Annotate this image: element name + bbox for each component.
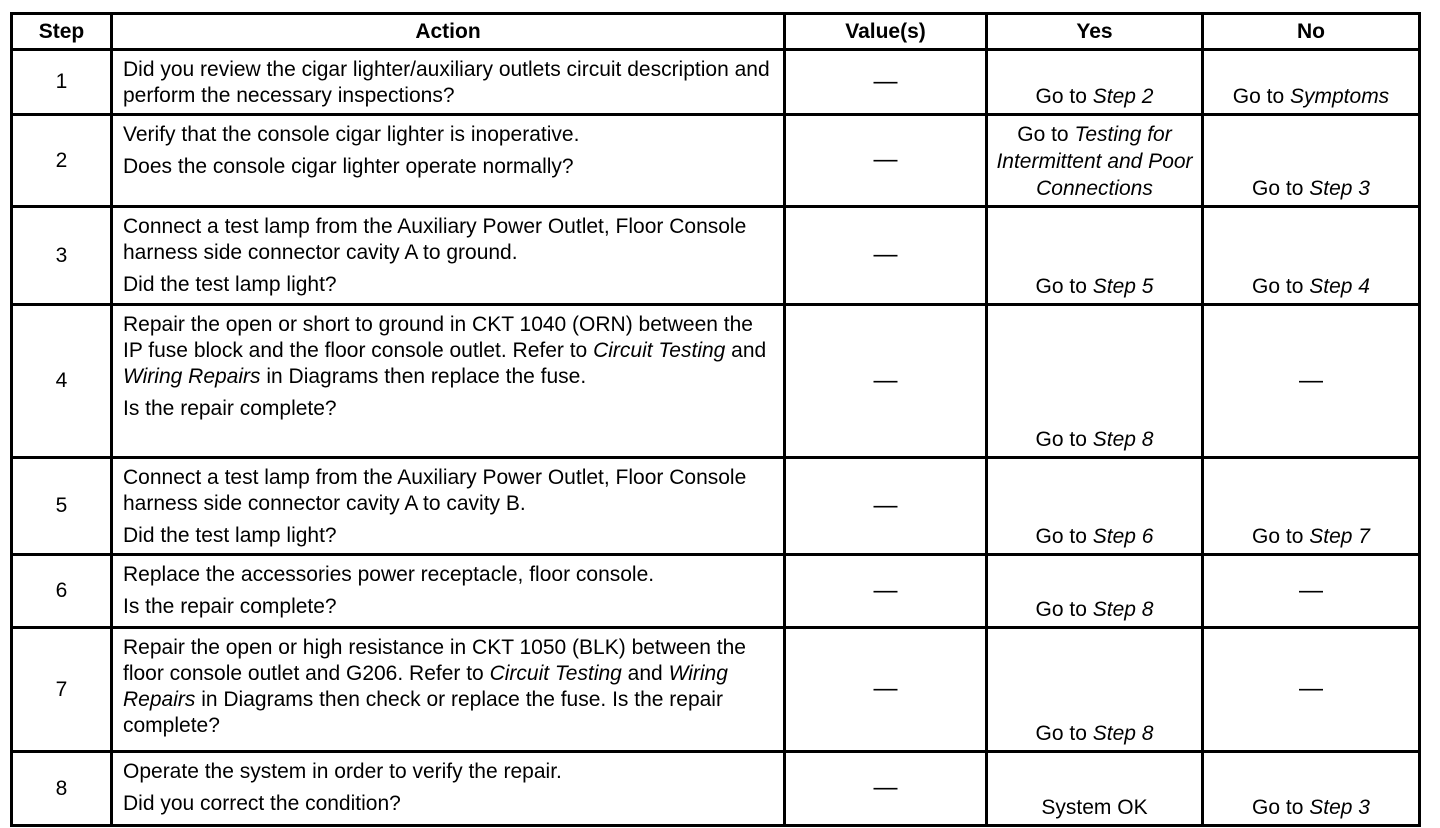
yes-prefix: Go to xyxy=(1035,722,1093,745)
header-row xyxy=(12,14,1420,50)
yes-cell xyxy=(987,115,1203,207)
no-cell xyxy=(1203,628,1420,752)
yes-cell xyxy=(987,50,1203,115)
value-dash: — xyxy=(873,491,898,519)
yes-prefix: Go to xyxy=(1035,428,1093,451)
value-cell xyxy=(785,752,987,826)
yes-link[interactable]: Step 8 xyxy=(1092,428,1154,451)
value-cell xyxy=(785,115,987,207)
table-row xyxy=(12,207,1420,305)
action-text: Connect a test lamp from the Auxiliary Power Outlet, Floor Console harness side connector cavity A to cavity B. xyxy=(123,466,747,515)
no-cell xyxy=(1203,555,1420,628)
action-text: Replace the accessories power receptacle, floor console. xyxy=(123,563,655,586)
system-ok-text: System OK xyxy=(1041,796,1148,819)
step-number: 5 xyxy=(12,458,112,555)
value-cell xyxy=(785,50,987,115)
no-dash: — xyxy=(1299,366,1323,394)
step-number: 3 xyxy=(12,207,112,305)
header-no: No xyxy=(1203,14,1420,50)
action-question: Did the test lamp light? xyxy=(123,273,337,296)
value-dash: — xyxy=(873,241,898,268)
step-number: 7 xyxy=(12,628,112,752)
value-dash: — xyxy=(873,366,898,394)
no-cell xyxy=(1203,752,1420,826)
no-link[interactable]: Step 3 xyxy=(1309,796,1370,819)
circuit-testing-link[interactable]: Circuit Testing xyxy=(593,339,726,362)
action-text-part: in Diagrams then check or replace the fuse. Is the repair complete? xyxy=(123,688,723,737)
yes-prefix: Go to xyxy=(1035,598,1093,621)
header-value: Value(s) xyxy=(785,14,987,50)
yes-cell xyxy=(987,207,1203,305)
action-cell xyxy=(112,207,785,305)
action-text: Connect a test lamp from the Auxiliary Power Outlet, Floor Console harness side connector cavity A to ground. xyxy=(123,215,747,264)
yes-prefix: Go to xyxy=(1017,123,1075,146)
action-text: Operate the system in order to verify the repair. xyxy=(123,760,562,783)
value-cell xyxy=(785,458,987,555)
no-link[interactable]: Step 7 xyxy=(1309,525,1370,548)
no-cell xyxy=(1203,207,1420,305)
wiring-repairs-link[interactable]: Wiring Repairs xyxy=(123,662,728,711)
action-text xyxy=(123,635,773,739)
yes-cell xyxy=(987,305,1203,458)
circuit-testing-link[interactable]: Circuit Testing xyxy=(489,662,622,685)
yes-link[interactable]: Step 2 xyxy=(1092,85,1154,108)
table-row xyxy=(12,555,1420,628)
yes-prefix: Go to xyxy=(1035,525,1093,548)
yes-prefix: Go to xyxy=(1035,275,1093,298)
yes-link[interactable]: Step 6 xyxy=(1092,525,1154,548)
action-cell xyxy=(112,628,785,752)
value-cell xyxy=(785,628,987,752)
no-link[interactable]: Symptoms xyxy=(1290,85,1390,108)
value-cell xyxy=(785,207,987,305)
table-row xyxy=(12,50,1420,115)
no-prefix: Go to xyxy=(1252,177,1310,200)
step-number: 2 xyxy=(12,115,112,207)
action-question: Does the console cigar lighter operate normally? xyxy=(123,155,574,178)
yes-cell xyxy=(987,628,1203,752)
no-prefix: Go to xyxy=(1252,796,1310,819)
table-row xyxy=(12,115,1420,207)
no-cell xyxy=(1203,115,1420,207)
no-cell xyxy=(1203,458,1420,555)
no-prefix: Go to xyxy=(1252,525,1310,548)
action-question: Did the test lamp light? xyxy=(123,524,337,547)
header-step: Step xyxy=(12,14,112,50)
diagnostic-table-sheet xyxy=(10,12,1421,827)
action-text: Did you review the cigar lighter/auxiliary outlets circuit description and perform the necessary inspections? xyxy=(123,58,770,107)
action-cell xyxy=(112,555,785,628)
yes-link[interactable]: Step 8 xyxy=(1092,598,1154,621)
no-dash: — xyxy=(1299,675,1323,702)
table-row xyxy=(12,458,1420,555)
no-cell xyxy=(1203,50,1420,115)
value-cell xyxy=(785,555,987,628)
action-text-part: and xyxy=(725,339,767,362)
yes-cell xyxy=(987,555,1203,628)
header-action: Action xyxy=(112,14,785,50)
diagnostic-table xyxy=(10,12,1421,827)
action-cell xyxy=(112,115,785,207)
value-cell xyxy=(785,305,987,458)
no-cell xyxy=(1203,305,1420,458)
step-number: 1 xyxy=(12,50,112,115)
value-dash: — xyxy=(873,675,898,702)
no-prefix: Go to xyxy=(1252,275,1310,298)
value-dash: — xyxy=(873,67,898,95)
action-question: Is the repair complete? xyxy=(123,595,337,618)
action-text-part: in Diagrams then replace the fuse. xyxy=(260,365,587,388)
action-cell xyxy=(112,458,785,555)
action-text-part: and xyxy=(621,662,669,685)
step-number: 6 xyxy=(12,555,112,628)
action-text-part: Repair the open or high resistance in CKT 1050 (BLK) between the floor console outlet and G206. Refer to xyxy=(123,636,746,685)
step-number: 4 xyxy=(12,305,112,458)
action-text-part: Repair the open or short to ground in CKT 1040 (ORN) between the IP fuse block and the floor console outlet. Refer to xyxy=(123,313,753,362)
action-cell xyxy=(112,50,785,115)
action-question: Is the repair complete? xyxy=(123,397,337,420)
step-number: 8 xyxy=(12,752,112,826)
value-dash: — xyxy=(873,146,898,173)
header-yes: Yes xyxy=(987,14,1203,50)
action-text: Verify that the console cigar lighter is inoperative. xyxy=(123,123,580,146)
yes-link[interactable]: Testing for Intermittent and Poor Connections xyxy=(996,123,1193,200)
yes-cell xyxy=(987,458,1203,555)
no-link[interactable]: Step 4 xyxy=(1309,275,1370,298)
yes-cell xyxy=(987,752,1203,826)
no-link[interactable]: Step 3 xyxy=(1309,177,1370,200)
action-cell xyxy=(112,305,785,458)
no-prefix: Go to xyxy=(1232,85,1290,108)
table-row xyxy=(12,305,1420,458)
wiring-repairs-link[interactable]: Wiring Repairs xyxy=(123,365,261,388)
action-text xyxy=(123,312,773,390)
table-row xyxy=(12,752,1420,826)
yes-link[interactable]: Step 8 xyxy=(1092,722,1154,745)
action-question: Did you correct the condition? xyxy=(123,792,401,815)
value-dash: — xyxy=(873,774,898,801)
table-row xyxy=(12,628,1420,752)
yes-link[interactable]: Step 5 xyxy=(1092,275,1154,298)
value-dash: — xyxy=(873,576,898,604)
action-cell xyxy=(112,752,785,826)
no-dash: — xyxy=(1299,576,1323,604)
yes-prefix: Go to xyxy=(1035,85,1093,108)
